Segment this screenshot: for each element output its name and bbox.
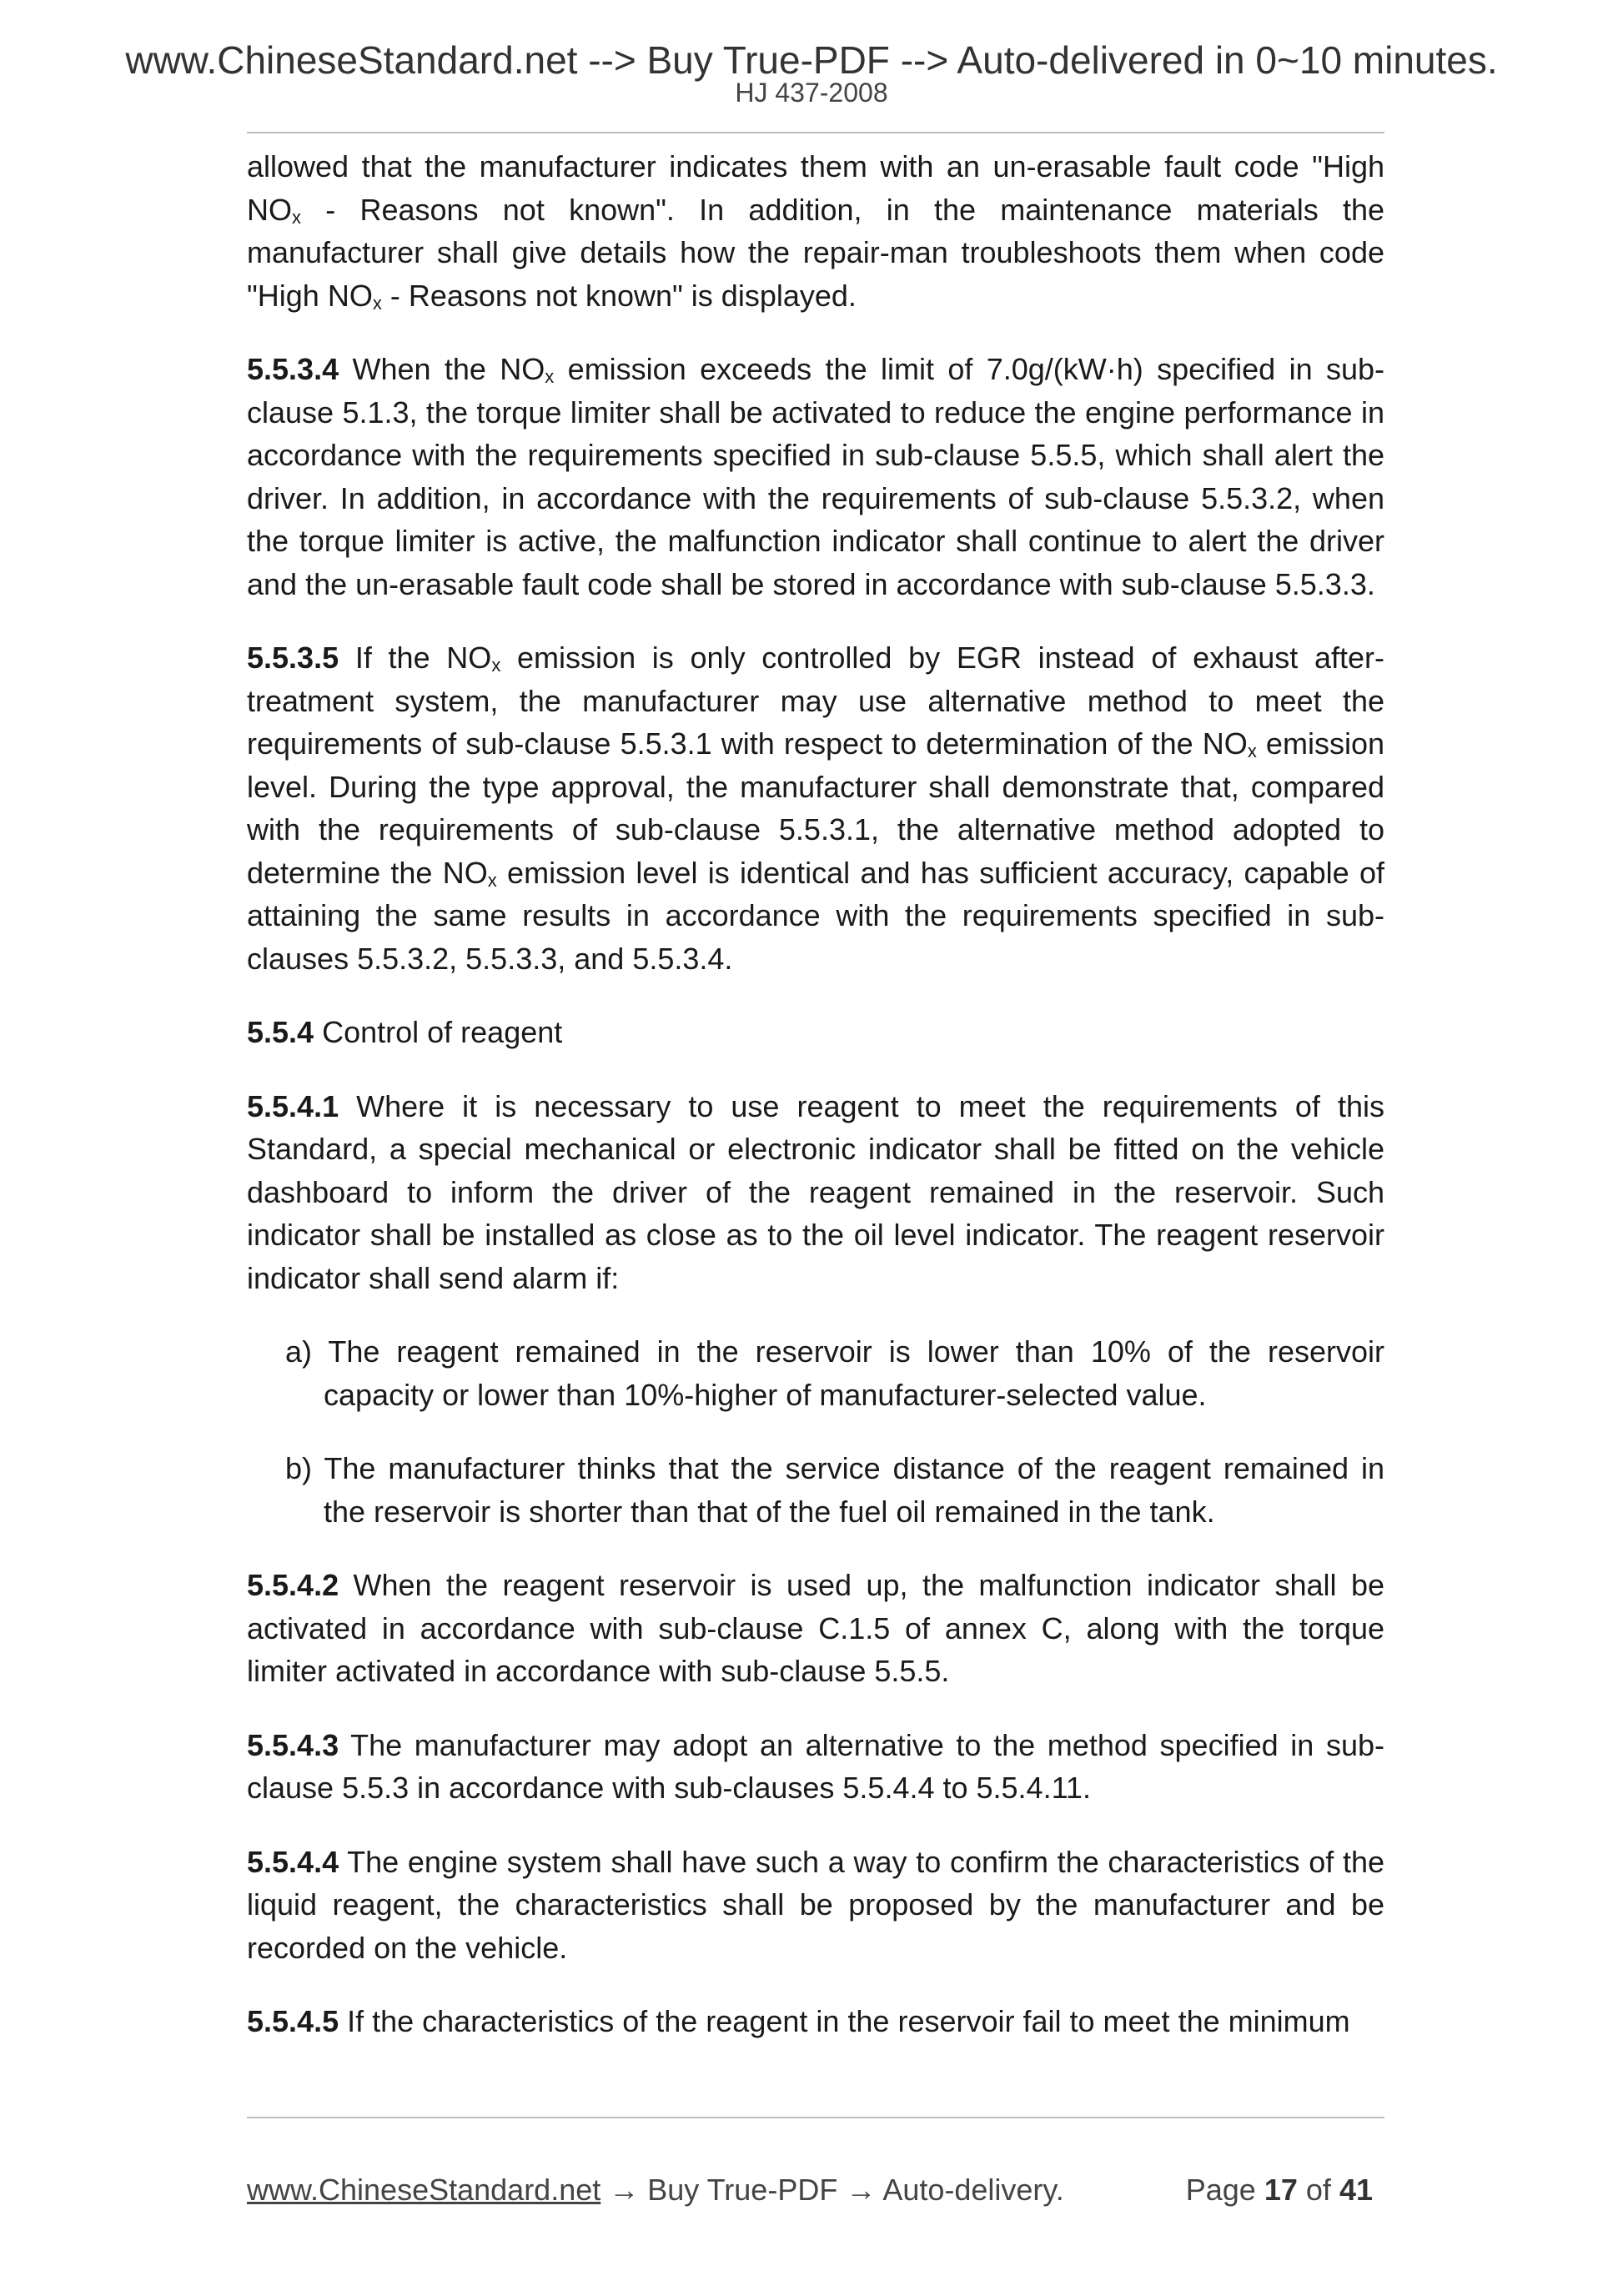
document-id: HJ 437-2008 — [735, 78, 888, 108]
clause-number: 5.5.4.1 — [247, 1088, 339, 1123]
clause-number: 5.5.3.4 — [247, 352, 339, 386]
clause-5-5-3-5: 5.5.3.5 If the $NO_x$ emission is only controlled by EGR instead of exhaust after-treatment system, the manufacturer may use alternative method to meet the requirements of sub-clause 5.5.3.1 with respect to determination of the $NO_x$ emission level. During the type approval, the manufacturer shall demonstrate that, compared with the requirements of sub-clause 5.5.3.1, the alternative method adopted to determine the $NO_x$ emission level is identical and has sufficient accuracy, capable of attaining the same results in accordance with the requirements specified in sub-clauses 5.5.3.2, 5.5.3.3, and 5.5.3.4. — [247, 641, 1384, 976]
document-body — [247, 145, 1384, 2074]
footer-promo — [247, 2172, 1064, 2208]
clause-number: 5.5.4.5 — [247, 2004, 339, 2038]
header-divider — [247, 132, 1384, 133]
clause-5-5-4-2: 5.5.4.2 When the reagent reservoir is used up, the malfunction indicator shall be activated in accordance with sub-clause C.1.5 of annex C, along with the torque limiter activated in accordance with sub-clause 5.5.5. — [247, 1568, 1384, 1688]
clause-5-5-4-4: 5.5.4.4 The engine system shall have such a way to confirm the characteristics of the liquid reagent, the characteristics shall be proposed by the manufacturer and be recorded on the vehicle. — [247, 1844, 1384, 1965]
clause-5-5-4-3: 5.5.4.3 The manufacturer may adopt an alternative to the method specified in sub-clause 5.5.3 in accordance with sub-clauses 5.5.4.4 to 5.5.4.11. — [247, 1727, 1384, 1805]
site-banner: www.ChineseStandard.net --> Buy True-PDF --> Auto-delivered in 0~10 minutes. — [125, 38, 1498, 82]
page-indicator: Page 17 of 41 — [1185, 2173, 1373, 2207]
footer-promo-text: → Buy True-PDF → Auto-delivery. — [600, 2173, 1064, 2207]
current-page-number: 17 — [1264, 2173, 1298, 2207]
list-item-b: b) The manufacturer thinks that the service distance of the reagent remained in the reservoir is shorter than that of the fuel oil remained in the tank. — [285, 1451, 1384, 1529]
clause-5-5-4: 5.5.4 Control of reagent — [247, 1015, 563, 1049]
total-page-count: 41 — [1339, 2173, 1373, 2207]
clause-number: 5.5.4.3 — [247, 1727, 339, 1762]
paragraph-continuation: allowed that the manufacturer indicates them with an un-erasable fault code "High $NO_x$ - Reasons not known". In addition, in the maintenance materials the manufacturer shall give details how the repair-man troubleshoots them when code "High $NO_x$ - Reasons not known" is displayed. — [247, 149, 1384, 314]
clause-number: 5.5.4.2 — [247, 1568, 339, 1602]
footer-site-link[interactable]: www.ChineseStandard.net — [247, 2173, 601, 2207]
clause-5-5-3-4: 5.5.3.4 When the $NO_x$ emission exceeds the limit of 7.0g/(kW·h) specified in sub-clause 5.1.3, the torque limiter shall be activated to reduce the engine performance in accordance with the requirements specified in sub-clause 5.5.5, which shall alert the driver. In addition, in accordance with the requirements of sub-clause 5.5.3.2, when the torque limiter is active, the malfunction indicator shall continue to alert the driver and the un-erasable fault code shall be stored in accordance with sub-clause 5.5.3.3. — [247, 352, 1384, 601]
footer-divider — [247, 2117, 1384, 2118]
clause-5-5-4-1: 5.5.4.1 Where it is necessary to use reagent to meet the requirements of this Standard, a special mechanical or electronic indicator shall be fitted on the vehicle dashboard to inform the driver of the reagent remained in the reservoir. Such indicator shall be installed as close as to the oil level indicator. The reagent reservoir indicator shall send alarm if: — [247, 1088, 1384, 1295]
clause-number: 5.5.3.5 — [247, 641, 339, 675]
list-item-a: a) The reagent remained in the reservoir is lower than 10% of the reservoir capacity or lower than 10%-higher of manufacturer-selected value. — [285, 1334, 1384, 1412]
clause-number: 5.5.4 — [247, 1015, 314, 1049]
clause-number: 5.5.4.4 — [247, 1844, 339, 1879]
clause-5-5-4-5: 5.5.4.5 If the characteristics of the reagent in the reservoir fail to meet the minimum — [247, 2004, 1350, 2038]
